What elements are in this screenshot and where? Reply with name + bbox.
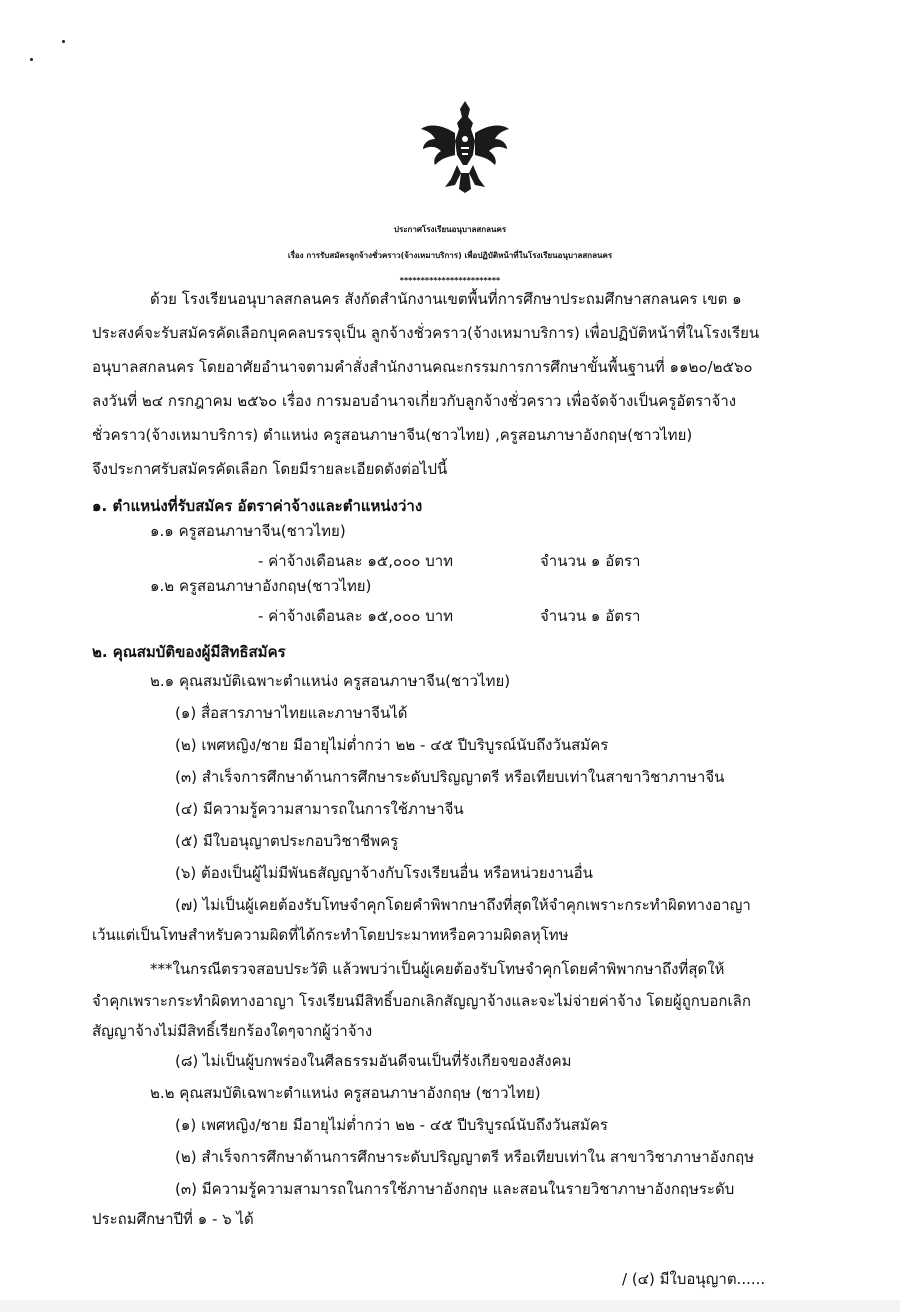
section2-heading: ๒. คุณสมบัติของผู้มีสิทธิสมัคร	[92, 643, 286, 661]
background-check-note: จำคุกเพราะกระทำผิดทางอาญา โรงเรียนมีสิทธิ์บอกเลิกสัญญาจ้างและจะไม่จ่ายค่าจ้าง โดยผู้ถูกบอกเลิก	[92, 992, 751, 1010]
qualification-item-continued: เว้นแต่เป็นโทษสำหรับความผิดที่ได้กระทำโดยประมาทหรือความผิดลหุโทษ	[92, 926, 569, 944]
garuda-emblem-icon	[415, 95, 515, 195]
qualification-item: (๓) สำเร็จการศึกษาด้านการศึกษาระดับปริญญาตรี หรือเทียบเท่าในสาขาวิชาภาษาจีน	[175, 768, 725, 786]
section1-heading: ๑. ตำแหน่งที่รับสมัคร อัตราค่าจ้างและตำแหน่งว่าง	[92, 497, 423, 515]
position-wage: - ค่าจ้างเดือนละ ๑๕,๐๐๐ บาท	[258, 607, 454, 625]
position-wage: - ค่าจ้างเดือนละ ๑๕,๐๐๐ บาท	[258, 552, 454, 570]
speck	[30, 58, 33, 61]
qualification-item: (๒) สำเร็จการศึกษาด้านการศึกษาระดับปริญญาตรี หรือเทียบเท่าใน สาขาวิชาภาษาอังกฤษ	[175, 1148, 755, 1166]
background-check-note: สัญญาจ้างไม่มีสิทธิ์เรียกร้องใดๆจากผู้ว่าจ้าง	[92, 1022, 373, 1040]
qualification-item: (๘) ไม่เป็นผู้บกพร่องในศีลธรรมอันดีจนเป็นที่รังเกียจของสังคม	[175, 1052, 572, 1070]
intro-line: อนุบาลสกลนคร โดยอาศัยอำนาจตามคำสั่งสำนักงานคณะกรรมการการศึกษาขั้นพื้นฐานที่ ๑๑๒๐/๒๕๖๐	[92, 358, 753, 376]
qualification-item-continued: ประถมศึกษาปีที่ ๑ - ๖ ได้	[92, 1210, 254, 1228]
announcement-title: ประกาศโรงเรียนอนุบาลสกลนคร	[393, 225, 507, 234]
stars-divider: ************************	[399, 276, 501, 285]
continued-footer: / (๔) มีใบอนุญาต......	[622, 1270, 766, 1288]
qualification-item: (๒) เพศหญิง/ชาย มีอายุไม่ต่ำกว่า ๒๒ - ๔๕ ปีบริบูรณ์นับถึงวันสมัคร	[175, 736, 609, 754]
qualification-item: (๓) มีความรู้ความสามารถในการใช้ภาษาอังกฤษ และสอนในรายวิชาภาษาอังกฤษระดับ	[175, 1180, 735, 1198]
intro-line: ลงวันที่ ๒๔ กรกฎาคม ๒๕๖๐ เรื่อง การมอบอำนาจเกี่ยวกับลูกจ้างชั่วคราว เพื่อจัดจ้างเป็นครูอัตราจ้าง	[92, 392, 737, 410]
qualification-item: (๔) มีความรู้ความสามารถในการใช้ภาษาจีน	[175, 800, 464, 818]
position-title: ๑.๑ ครูสอนภาษาจีน(ชาวไทย)	[150, 522, 346, 540]
qualification-item: (๗) ไม่เป็นผู้เคยต้องรับโทษจำคุกโดยคำพิพากษาถึงที่สุดให้จำคุกเพราะกระทำผิดทางอาญา	[175, 896, 751, 914]
intro-line: ชั่วคราว(จ้างเหมาบริการ) ตำแหน่ง ครูสอนภาษาจีน(ชาวไทย) ,ครูสอนภาษาอังกฤษ(ชาวไทย)	[92, 426, 693, 444]
position-count: จำนวน ๑ อัตรา	[540, 552, 641, 570]
background-check-note: ***ในกรณีตรวจสอบประวัติ แล้วพบว่าเป็นผู้เคยต้องรับโทษจำคุกโดยคำพิพากษาถึงที่สุดให้	[150, 960, 725, 978]
speck	[62, 40, 65, 43]
qualification-item: (๑) สื่อสารภาษาไทยและภาษาจีนได้	[175, 704, 408, 722]
intro-line: จึงประกาศรับสมัครคัดเลือก โดยมีรายละเอียดดังต่อไปนี้	[92, 460, 448, 478]
subsection-heading: ๒.๒ คุณสมบัติเฉพาะตำแหน่ง ครูสอนภาษาอังกฤษ (ชาวไทย)	[150, 1084, 541, 1102]
qualification-item: (๖) ต้องเป็นผู้ไม่มีพันธสัญญาจ้างกับโรงเรียนอื่น หรือหน่วยงานอื่น	[175, 864, 593, 882]
qualification-item: (๕) มีใบอนุญาตประกอบวิชาชีพครู	[175, 832, 399, 850]
intro-line: ด้วย โรงเรียนอนุบาลสกลนคร สังกัดสำนักงานเขตพื้นที่การศึกษาประถมศึกษาสกลนคร เขต ๑	[150, 290, 742, 308]
announcement-subject: เรื่อง การรับสมัครลูกจ้างชั่วคราว(จ้างเหมาบริการ) เพื่อปฏิบัติหน้าที่ในโรงเรียนอนุบาลสกลนคร	[287, 251, 613, 260]
position-count: จำนวน ๑ อัตรา	[540, 607, 641, 625]
qualification-item: (๑) เพศหญิง/ชาย มีอายุไม่ต่ำกว่า ๒๒ - ๔๕ ปีบริบูรณ์นับถึงวันสมัคร	[175, 1116, 608, 1134]
position-title: ๑.๒ ครูสอนภาษาอังกฤษ(ชาวไทย)	[150, 577, 372, 595]
scan-edge	[0, 1300, 900, 1312]
intro-line: ประสงค์จะรับสมัครคัดเลือกบุคคลบรรจุเป็น ลูกจ้างชั่วคราว(จ้างเหมาบริการ) เพื่อปฏิบัติหน้าที่ในโรงเรียน	[92, 324, 760, 342]
subsection-heading: ๒.๑ คุณสมบัติเฉพาะตำแหน่ง ครูสอนภาษาจีน(ชาวไทย)	[150, 672, 511, 690]
